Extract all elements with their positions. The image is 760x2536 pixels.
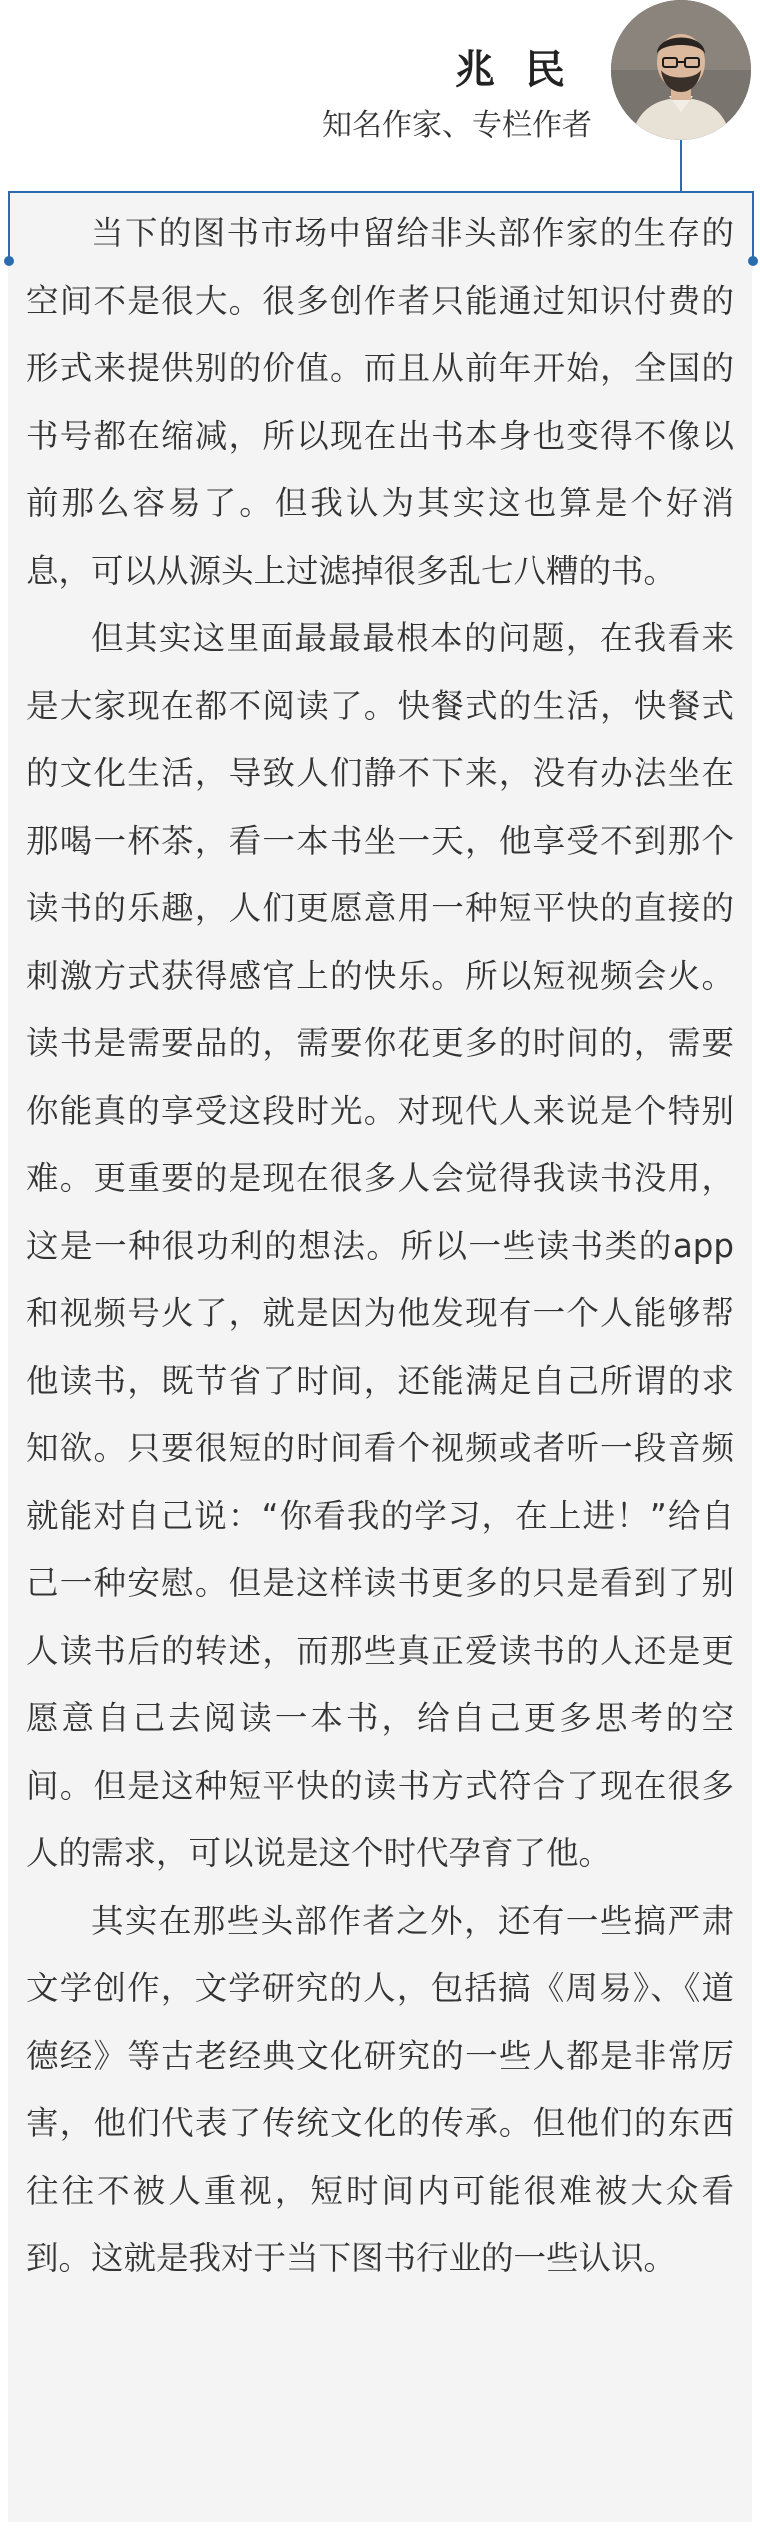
author-header [0, 0, 760, 190]
frame-dot-right [748, 256, 758, 266]
frame-right-line [752, 191, 754, 261]
avatar-photo [611, 0, 751, 140]
article-body [26, 200, 734, 2293]
header-connector-line [680, 140, 682, 192]
frame-top-line [8, 191, 754, 193]
author-avatar [611, 0, 751, 140]
article-paragraph-1: 当下的图书市场中留给非头部作家的生存的空间不是很大。很多创作者只能通过知识付费的形式来提供别的价值。而且从前年开始，全国的书号都在缩减，所以现在出书本身也变得不像以前那么容易了。但我认为其实这也算是个好消息，可以从源头上过滤掉很多乱七八糟的书。 [26, 214, 734, 590]
article-paragraph-3: 其实在那些头部作者之外，还有一些搞严肃文学创作，文学研究的人，包括搞《周易》、《道德经》等古老经典文化研究的一些人都是非常厉害，他们代表了传统文化的传承。但他们的东西往往不被人重视，短时间内可能很难被大众看到。这就是我对于当下图书行业的一些认识。 [26, 1901, 734, 2277]
author-name: 兆民 [455, 47, 595, 93]
article-paragraph-2: 但其实这里面最最最根本的问题，在我看来是大家现在都不阅读了。快餐式的生活，快餐式的文化生活，导致人们静不下来，没有办法坐在那喝一杯茶，看一本书坐一天，他享受不到那个读书的乐趣，人们更愿意用一种短平快的直接的刺激方式获得感官上的快乐。所以短视频会火。读书是需要品的，需要你花更多的时间的，需要你能真的享受这段时光。对现代人来说是个特别难。更重要的是现在很多人会觉得我读书没用，这是一种很功利的想法。所以一些读书类的app和视频号火了，就是因为他发现有一个人能够帮他读书，既节省了时间，还能满足自己所谓的求知欲。只要很短的时间看个视频或者听一段音频就能对自己说：“你看我的学习，在上进！”给自己一种安慰。但是这样读书更多的只是看到了别人读书后的转述，而那些真正爱读书的人还是更愿意自己去阅读一本书，给自己更多思考的空间。但是这种短平快的读书方式符合了现在很多人的需求，可以说是这个时代孕育了他。 [26, 619, 734, 1872]
author-title: 知名作家、专栏作者 [322, 108, 592, 143]
frame-left-line [8, 191, 10, 261]
frame-dot-left [4, 256, 14, 266]
